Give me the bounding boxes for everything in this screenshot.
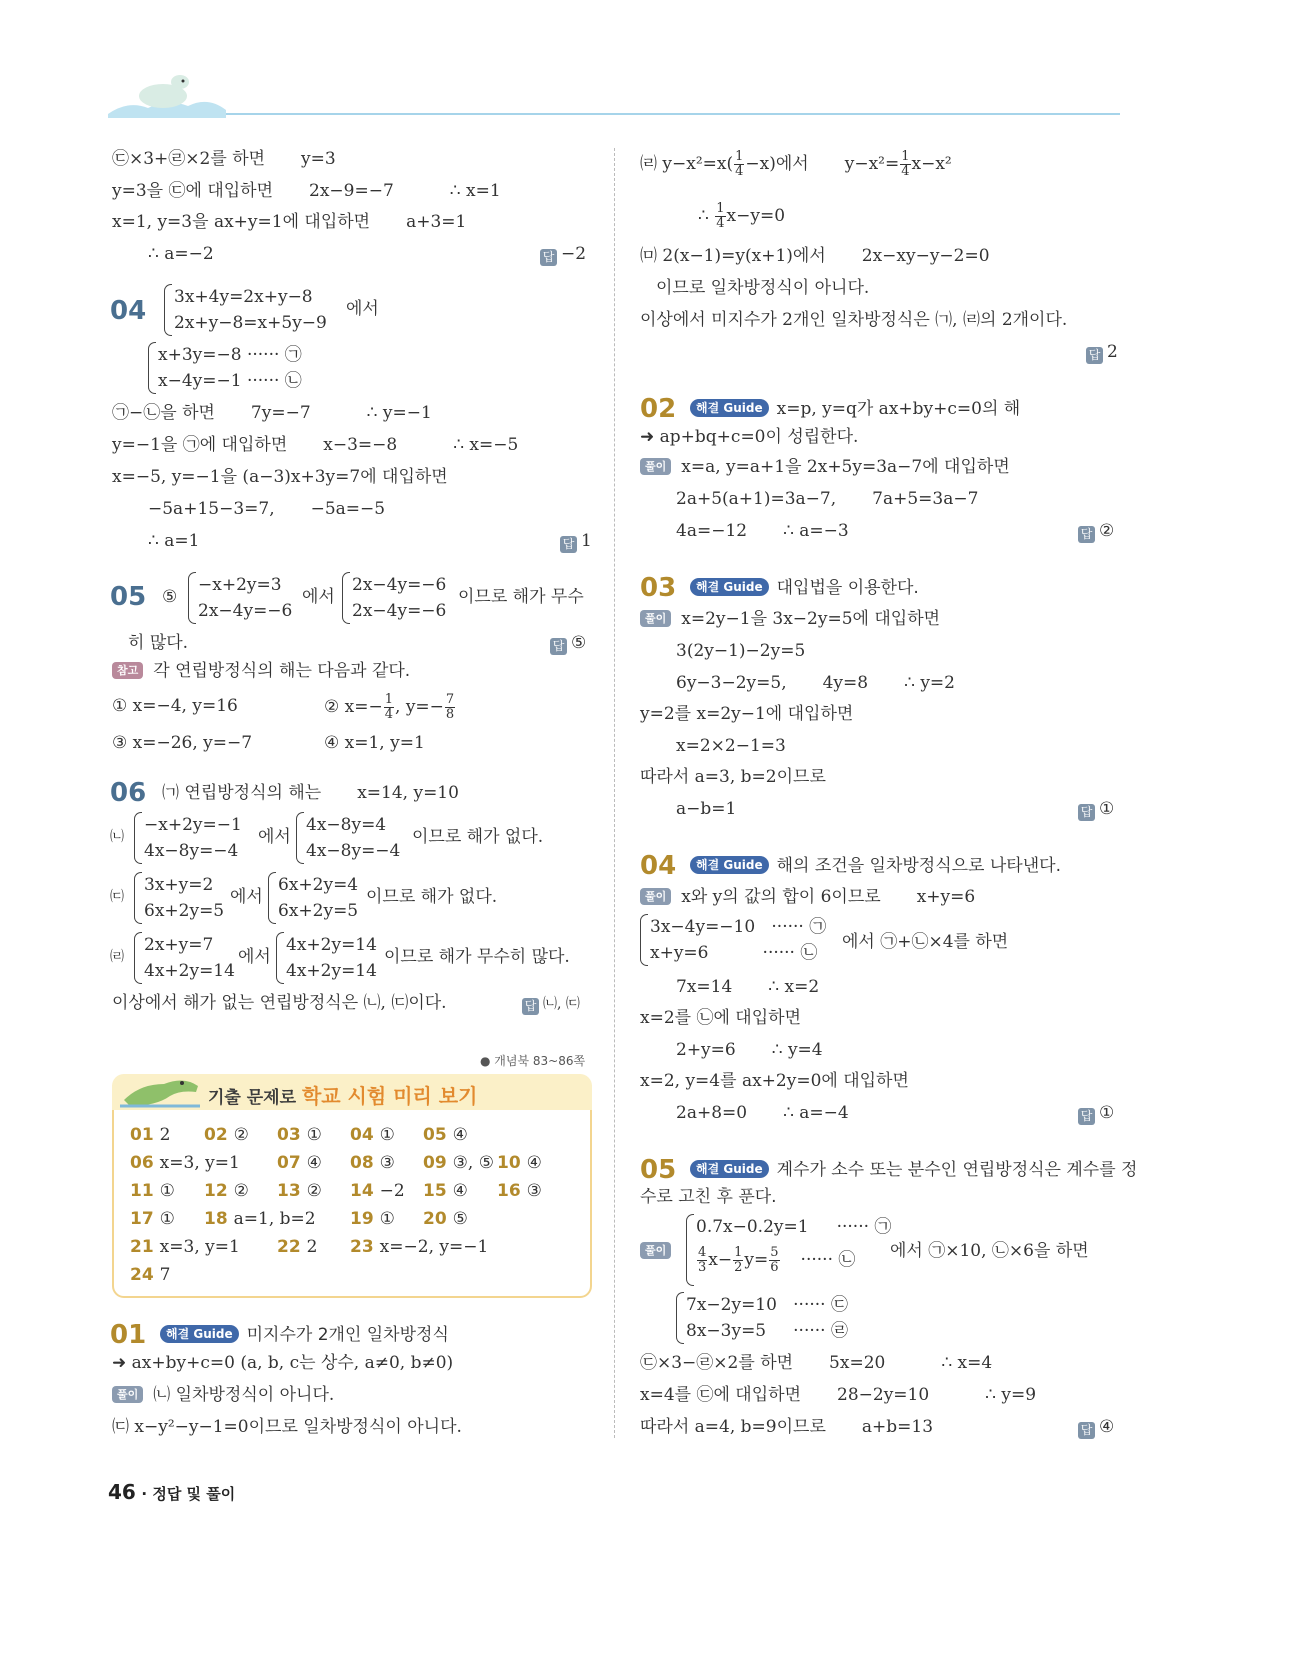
answer-item: 22 2 [277, 1237, 318, 1257]
line: 이므로 일차방정식이 아니다. [656, 278, 870, 298]
answer-item: 18 a=1, b=2 [204, 1209, 316, 1229]
answer-item: 09 ③, ⑤ [423, 1153, 494, 1173]
solution-tag-line [640, 1240, 681, 1262]
line: 7x=14 ∴ x=2 [676, 977, 820, 997]
answer-01: 답 2 [1086, 341, 1118, 364]
answer-item: 05 ④ [423, 1125, 468, 1145]
line: ➜ ap+bq+c=0이 성립한다. [640, 427, 859, 447]
note-line: 참고 각 연립방정식의 해는 다음과 같다. [112, 660, 410, 682]
solution-tag: 풀이 [640, 888, 671, 905]
page-number: 46 [108, 1480, 136, 1504]
crocodile-mascot-icon [120, 1070, 200, 1112]
answer-05-right: 답 ④ [1078, 1416, 1114, 1439]
answer-item: 08 ③ [350, 1153, 395, 1173]
line: 2a+8=0 ∴ a=−4 [676, 1103, 849, 1123]
guide-line: 해결 Guide 계수가 소수 또는 분수인 연립방정식은 계수를 정 [690, 1159, 1137, 1181]
answer-03: 답 −2 [540, 243, 586, 266]
text: 이므로 해가 무수 [458, 587, 584, 607]
line: 이상에서 해가 없는 연립방정식은 ㈁, ㈂이다. [112, 993, 447, 1013]
guide-line: 해결 Guide x=p, y=q가 ax+by+c=0의 해 [690, 398, 1020, 420]
answer-item: 20 ⑤ [423, 1209, 468, 1229]
equation-system: 0.7x−0.2y=1 ······ ㉠ $\frac{4}{3}$ x− $\frac{1}{2}$ y= $\frac{5}{6}$ ······ ㉡ [686, 1214, 891, 1286]
choice-number: ⑤ [162, 587, 178, 607]
problem-number: 04 [110, 296, 147, 326]
equation-system: −x+2y=3 2x−4y=−6 [188, 572, 292, 624]
equation-system: 6x+2y=4 6x+2y=5 [268, 872, 358, 924]
problem-number: 02 [640, 394, 677, 424]
text: 에서 [238, 947, 271, 967]
problem-number: 03 [640, 573, 677, 603]
equation-system: 4x+2y=14 4x+2y=14 [276, 932, 377, 984]
line: y=−1을 ㉠에 대입하면 x−3=−8 ∴ x=−5 [112, 435, 519, 455]
answer-item: 13 ② [277, 1181, 322, 1201]
problem-number: 06 [110, 778, 147, 808]
answer-item: 03 ① [277, 1125, 322, 1145]
text: 에서 ㉠×10, ㉡×6을 하면 [890, 1241, 1089, 1261]
line: ∴ $\frac{1}{4}$ x−y=0 [698, 201, 786, 231]
line: 풀이 x=2y−1을 3x−2y=5에 대입하면 [640, 608, 940, 630]
guide-line: 해결 Guide 대입법을 이용한다. [690, 577, 919, 599]
text: 에서 ㉠+㉡×4를 하면 [842, 932, 1009, 952]
line: 2a+5(a+1)=3a−7, 7a+5=3a−7 [676, 489, 979, 509]
text: 이므로 해가 무수히 많다. [384, 947, 570, 967]
answer-item: 23 x=−2, y=−1 [350, 1237, 489, 1257]
problem-number: 01 [110, 1320, 147, 1350]
guide-badge: 해결 Guide [690, 399, 769, 417]
answer-item: 11 ① [130, 1181, 175, 1201]
guide-badge: 해결 Guide [160, 1325, 239, 1343]
answer-02: 답 ② [1078, 520, 1114, 543]
header-decoration [108, 70, 1120, 120]
line: ① x=−4, y=16 [112, 696, 238, 716]
item-label: ㈃ [110, 949, 124, 965]
column-divider [614, 148, 615, 1438]
seal-mascot-icon [108, 70, 1120, 120]
line: 수로 고친 후 푼다. [640, 1187, 777, 1207]
equation-system: −x+2y=−1 4x−8y=−4 [134, 812, 242, 864]
line: 2+y=6 ∴ y=4 [676, 1040, 823, 1060]
answer-item: 17 ① [130, 1209, 175, 1229]
equation-system: 2x+y=7 4x+2y=14 [134, 932, 235, 984]
line: ㉢×3+㉣×2를 하면 y=3 [112, 149, 336, 169]
equation-system: x+3y=−8 ······ ㉠ x−4y=−1 ······ ㉡ [148, 342, 302, 394]
line: 풀이 ㈁ 일차방정식이 아니다. [112, 1384, 334, 1406]
line: x=4를 ㉢에 대입하면 28−2y=10 ∴ y=9 [640, 1385, 1037, 1405]
line: −5a+15−3=7, −5a=−5 [148, 499, 386, 519]
footer-label: · 정답 및 풀이 [141, 1485, 236, 1503]
line: 6y−3−2y=5, 4y=8 ∴ y=2 [676, 673, 955, 693]
answer-04: 답 1 [560, 530, 592, 553]
text: 에서 [302, 587, 335, 607]
line: y=2를 x=2y−1에 대입하면 [640, 704, 854, 724]
answer-summary-title: 기출 문제로 학교 시험 미리 보기 [208, 1084, 478, 1108]
line: ㈀ 연립방정식의 해는 x=14, y=10 [162, 783, 459, 803]
answer-item: 14 −2 [350, 1181, 405, 1201]
answer-item: 02 ② [204, 1125, 249, 1145]
line: 풀이 x와 y의 값의 합이 6이므로 x+y=6 [640, 886, 975, 908]
line: ② x=− $\frac{1}{4}$ , y=− $\frac{7}{8}$ [324, 692, 455, 722]
line: 이상에서 미지수가 2개인 일차방정식은 ㈀, ㈃의 2개이다. [640, 310, 1068, 330]
problem-number: 05 [110, 582, 147, 612]
equation-system: 7x−2y=10 ······ ㉢ 8x−3y=5 ······ ㉣ [676, 1292, 848, 1344]
solution-tag: 풀이 [640, 1242, 671, 1259]
line: 4a=−12 ∴ a=−3 [676, 521, 849, 541]
line: x=2를 ㉡에 대입하면 [640, 1008, 801, 1028]
answer-item: 01 2 [130, 1125, 171, 1145]
item-label: ㈁ [110, 829, 124, 845]
guide-line: 해결 Guide 미지수가 2개인 일차방정식 [160, 1324, 449, 1346]
text: 이므로 해가 없다. [412, 827, 544, 847]
guide-badge: 해결 Guide [690, 856, 769, 874]
line: x=2, y=4를 ax+2y=0에 대입하면 [640, 1071, 909, 1091]
line: ③ x=−26, y=−7 [112, 733, 253, 753]
text: 이므로 해가 없다. [366, 887, 498, 907]
text: 에서 [346, 299, 379, 319]
answer-item: 12 ② [204, 1181, 249, 1201]
guide-badge: 해결 Guide [690, 1160, 769, 1178]
answer-06: 답 ㈁, ㈂ [522, 992, 580, 1015]
equation-system: 3x+y=2 6x+2y=5 [134, 872, 224, 924]
answer-item: 15 ④ [423, 1181, 468, 1201]
note-tag: 참고 [112, 662, 143, 679]
line: ➜ ax+by+c=0 (a, b, c는 상수, a≠0, b≠0) [112, 1353, 454, 1373]
line: x=2×2−1=3 [676, 736, 786, 756]
equation-system: 3x−4y=−10 ······ ㉠ x+y=6 ······ ㉡ [640, 914, 826, 966]
equation-system: 2x−4y=−6 2x−4y=−6 [342, 572, 446, 624]
answer-item: 16 ③ [497, 1181, 542, 1201]
line: a−b=1 [676, 799, 737, 819]
line: ㉠−㉡을 하면 7y=−7 ∴ y=−1 [112, 403, 432, 423]
problem-number: 05 [640, 1155, 677, 1185]
answer-05: 답 ⑤ [550, 632, 586, 655]
line: ㈄ 2(x−1)=y(x+1)에서 2x−xy−y−2=0 [640, 246, 990, 266]
guide-line: 해결 Guide 해의 조건을 일차방정식으로 나타낸다. [690, 855, 1061, 877]
answer-item: 19 ① [350, 1209, 395, 1229]
line: ㉢×3−㉣×2를 하면 5x=20 ∴ x=4 [640, 1353, 993, 1373]
line: x=1, y=3을 ax+y=1에 대입하면 a+3=1 [112, 212, 467, 232]
line: 따라서 a=4, b=9이므로 a+b=13 [640, 1417, 934, 1437]
answer-item: 24 7 [130, 1265, 171, 1285]
answer-item: 21 x=3, y=1 [130, 1237, 240, 1257]
item-label: ㈂ [110, 889, 124, 905]
line: ㈃ y−x²=x( $\frac{1}{4}$ −x)에서 y−x²= $\frac{1}{4}$ x−x² [640, 149, 952, 179]
line: ㈂ x−y²−y−1=0이므로 일차방정식이 아니다. [112, 1417, 462, 1437]
solution-tag: 풀이 [112, 1386, 143, 1403]
solution-tag: 풀이 [640, 458, 671, 475]
concept-book-ref: ● 개념북 83~86쪽 [480, 1054, 586, 1068]
answer-03-right: 답 ① [1078, 798, 1114, 821]
page-footer [108, 1480, 235, 1504]
line: 히 많다. [128, 633, 189, 653]
line: ∴ a=−2 [148, 244, 214, 264]
equation-system: 3x+4y=2x+y−8 2x+y−8=x+5y−9 [164, 284, 327, 336]
answer-item: 10 ④ [497, 1153, 542, 1173]
line: 풀이 x=a, y=a+1을 2x+5y=3a−7에 대입하면 [640, 456, 1010, 478]
problem-number: 04 [640, 851, 677, 881]
equation-system: 4x−8y=4 4x−8y=−4 [296, 812, 400, 864]
answer-item: 06 x=3, y=1 [130, 1153, 240, 1173]
text: 에서 [230, 887, 263, 907]
answer-item: 04 ① [350, 1125, 395, 1145]
line: 3(2y−1)−2y=5 [676, 641, 806, 661]
guide-badge: 해결 Guide [690, 578, 769, 596]
line: 따라서 a=3, b=2이므로 [640, 767, 826, 787]
line: ∴ a=1 [148, 531, 200, 551]
answer-item: 07 ④ [277, 1153, 322, 1173]
line: y=3을 ㉢에 대입하면 2x−9=−7 ∴ x=1 [112, 181, 501, 201]
line: ④ x=1, y=1 [324, 733, 425, 753]
solution-tag: 풀이 [640, 610, 671, 627]
line: x=−5, y=−1을 (a−3)x+3y=7에 대입하면 [112, 467, 448, 487]
text: 에서 [258, 827, 291, 847]
answer-04-right: 답 ① [1078, 1102, 1114, 1125]
